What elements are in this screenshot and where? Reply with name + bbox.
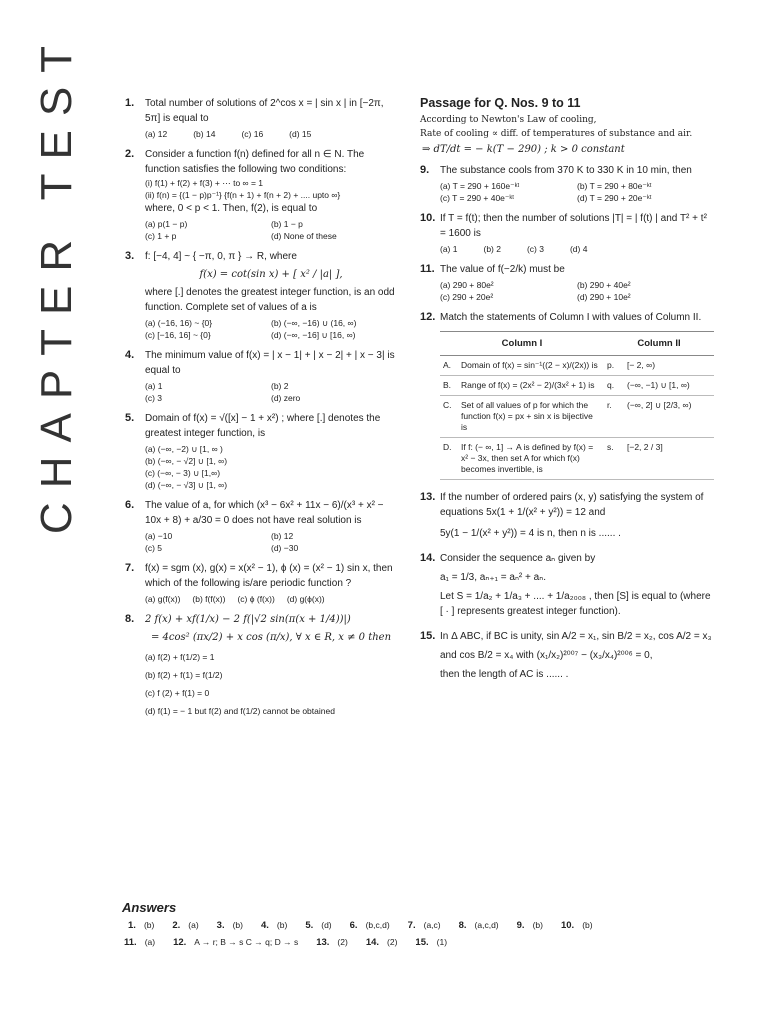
question-text: The value of a, for which (x³ − 6x² + 11x − 6)/(x³ + x² − 10x + 8) + a/30 = 0 does not have real solution is [145,500,384,526]
option-c: (c) 3 [526,244,544,254]
options [145,530,397,554]
option-value: (−∞, −1) ∪ [1, ∞) [624,376,714,396]
passage [420,96,714,155]
question-text-2: 5y(1 − 1/(x² + y²)) = 4 is n, then n is ...... . [440,528,621,539]
option-d: (d) −30 [271,543,299,553]
options [440,180,714,204]
question-12: 12. Match the statements of Column I with values of Column II. Column I Column II A. Domain of f(x) = sin⁻¹((2 − x)/(2x)) is p. [− 2, ∞) B. Range of f(x) = (2x² − 2)/(3x² + 1) is q. (−∞, −1) ∪ [1, ∞) C. Set of all values of p for which the function f(x) = px + sin x is bijective is r. (−∞, 2] ∪ [2/3, ∞) D. If f: (− ∞, 1] → A is defined by f(x) = x² − 3x, then set A for which f(x) becomes invertible, is s. [−2, 2 / 3] [420,310,714,480]
answer-item: 13. (2) [316,937,348,948]
answer-item: 3. (b) [216,920,243,931]
option-a: (a) f(2) + f(1/2) = 1 [145,652,215,662]
option-c: (c) 5 [145,543,162,553]
question-text: Total number of solutions of 2^cos x = | sin x | in [−2π, 5π] is equal to [145,98,384,124]
option-b: (b) 12 [271,531,294,541]
column-2-header: Column II [604,332,714,356]
option-b: (b) (−∞, −16) ∪ (16, ∞) [271,318,357,328]
option-a: (a) 1 [145,381,163,391]
question-text-3: Let S = 1/a₂ + 1/a₃ + .... + 1/a₂₀₀₈ , then [S] is equal to (where [ · ] represents greatest integer function). [440,591,711,617]
answer-item: 2. (a) [172,920,199,931]
option-a: (a) (−∞, −2) ∪ [1, ∞ ) [145,444,223,454]
answer-item: 4. (b) [260,920,288,931]
question-3: 3. f: [−4, 4] ~ { −π, 0, π } → R, where f(x) = cot(sin x) + [ x² / |a| ], where [.] denotes the greatest integer function, is an odd function. Complete set of values of a is (a) (−16, 16) ~ {0} (b) (−∞, −16) ∪ (16, ∞) (c) [−16, 16] ~ {0} (d) (−∞, −16] ∪ [16, ∞) [125,249,397,341]
option-c: (c) 290 + 20e² [440,292,494,302]
option-label: q. [604,376,624,396]
question-text-2: where [.] denotes the greatest integer function, is an odd function. Complete set of values of a is [145,287,395,313]
statement: Set of all values of p for which the function f(x) = px + sin x is bijective is [458,396,604,438]
passage-line-1: According to Newton's Law of cooling, [420,115,597,125]
option-b: (b) 2 [271,381,289,391]
question-2: 2. Consider a function f(n) defined for all n ∈ N. The function satisfies the following two conditions: (i) f(1) + f(2) + f(3) + ⋯ to ∞ = 1 (ii) f(n) = {(1 − p)p⁻¹} {f(n + 1) + f(n + 2) + .... upto ∞} where, 0 < p < 1. Then, f(2), is equal to (a) p(1 − p) (b) 1 − p (c) 1 + p (d) None of these [125,147,397,242]
question-1: 1. Total number of solutions of 2^cos x = | sin x | in [−2π, 5π] is equal to (a) 12 (b) 14 (c) 16 (d) 15 [125,96,397,140]
question-text-2: and cos B/2 = x₄ with (x₁/x₂)²⁰⁰⁷ − (x₃/x₄)²⁰⁰⁶ = 0, [440,650,653,661]
question-text: Consider the sequence aₙ given by [440,553,596,564]
option-d: (d) g(ϕ(x)) [286,594,325,604]
option-a: (a) p(1 − p) [145,219,188,229]
answer-item: 6. (b,c,d) [349,920,390,931]
passage-formula: ⇒ dT/dt = − k(T − 290) ; k > 0 constant [422,144,625,155]
statement: Domain of f(x) = sin⁻¹((2 − x)/(2x)) is [458,356,604,376]
option-b: (b) 290 + 40e² [577,280,631,290]
option-d: (d) T = 290 + 20e⁻ᵏᵗ [577,193,652,203]
option-c: (c) [−16, 16] ~ {0} [145,330,211,340]
option-d: (d) 4 [569,244,588,254]
option-b: (b) f(f(x)) [192,594,226,604]
option-c: (c) 3 [145,393,162,403]
option-b: (b) 2 [483,244,501,254]
answer-item: 10. (b) [560,920,593,931]
question-4: 4. The minimum value of f(x) = | x − 1| + | x − 2| + | x − 3| is equal to (a) 1 (b) 2 (c) 3 (d) zero [125,348,397,404]
question-text: If the number of ordered pairs (x, y) satisfying the system of equations 5x(1 + 1/(x² + y²)) = 12 and [440,492,704,518]
table-row [440,356,714,376]
match-table [440,331,714,480]
formula: f(x) = cot(sin x) + [ x² / |a| ], [199,269,343,280]
table-row [440,438,714,480]
option-value: [− 2, ∞) [624,356,714,376]
answers-title: Answers [122,900,177,915]
options [145,648,397,720]
option-b: (b) 1 − p [271,219,303,229]
options [145,128,397,140]
passage-title: Passage for Q. Nos. 9 to 11 [420,96,581,110]
left-column [125,96,397,727]
option-d: (d) None of these [271,231,337,241]
option-c: (c) 1 + p [145,231,177,241]
question-text: f(x) = sgm (x), g(x) = x(x² − 1), ϕ (x) = (x² − 1) sin x, then which of the following is/are periodic function ? [145,563,393,589]
statement: If f: (− ∞, 1] → A is defined by f(x) = x² − 3x, then set A for which f(x) becomes invertible, is [458,438,604,480]
question-text-2: where, 0 < p < 1. Then, f(2), is equal to [145,203,318,214]
question-text-2: a₁ = 1/3, aₙ₊₁ = aₙ² + aₙ. [440,572,546,583]
question-15: 15. In Δ ABC, if BC is unity, sin A/2 = x₁, sin B/2 = x₂, cos A/2 = x₃ and cos B/2 = x₄ with (x₁/x₂)²⁰⁰⁷ − (x₃/x₄)²⁰⁰⁶ = 0, then the length of AC is ...... . [420,629,714,682]
passage-line-2: Rate of cooling ∝ diff. of temperatures of substance and air. [420,129,693,139]
answer-item: 12. A → r; B → s C → q; D → s [173,937,299,948]
option-d: (d) 290 + 10e² [577,292,631,302]
answer-item: 15. (1) [415,937,448,948]
column-1-header: Column I [440,332,604,356]
chapter-test-vertical-title: CHAPTER TEST [32,31,81,535]
question-7: 7. f(x) = sgm (x), g(x) = x(x² − 1), ϕ (x) = (x² − 1) sin x, then which of the following is/are periodic function ? (a) g(f(x)) (b) f(f(x)) (c) ϕ (f(x)) (d) g(ϕ(x)) [125,561,397,605]
option-c: (c) (−∞, − 3) ∪ [1,∞) [145,468,221,478]
question-text: The value of f(−2/k) must be [440,264,565,275]
question-8: 8. 2 f(x) + xf(1/x) − 2 f(|√2 sin(π(x + 1/4))|) = 4cos² (πx/2) + x cos (π/x), ∀ x ∈ R, x ≠ 0 then (a) f(2) + f(1/2) = 1 (b) f(2) + f(1) = f(1/2) (c) f (2) + f(1) = 0 (d) f(1) = − 1 but f(2) and f(1/2) cannot be obtained [125,612,397,720]
row-label: B. [440,376,458,396]
option-label: s. [604,438,624,480]
option-value: (−∞, 2] ∪ [2/3, ∞) [624,396,714,438]
option-c: (c) 16 [241,129,264,139]
option-b: (b) T = 290 + 80e⁻ᵏᵗ [577,181,652,191]
question-11: 11. The value of f(−2/k) must be (a) 290 + 80e² (b) 290 + 40e² (c) 290 + 20e² (d) 290 + 10e² [420,262,714,303]
question-13: 13. If the number of ordered pairs (x, y) satisfying the system of equations 5x(1 + 1/(x² + y²)) = 12 and 5y(1 − 1/(x² + y²)) = 4 is n, then n is ...... . [420,490,714,541]
options [145,218,397,242]
option-label: p. [604,356,624,376]
option-c: (c) ϕ (f(x)) [237,594,275,604]
answer-item: 1. (b) [128,920,155,931]
option-d: (d) 15 [289,129,312,139]
option-b: (b) f(2) + f(1) = f(1/2) [145,670,223,680]
row-label: D. [440,438,458,480]
statement: Range of f(x) = (2x² − 2)/(3x² + 1) is [458,376,604,396]
option-d: (d) (−∞, − √3] ∪ [1, ∞) [145,480,228,490]
option-a: (a) −10 [145,531,173,541]
question-text: Consider a function f(n) defined for all n ∈ N. The function satisfies the following two conditions: [145,149,365,175]
answer-item: 7. (a,c) [407,920,441,931]
condition-1: (i) f(1) + f(2) + f(3) + ⋯ to ∞ = 1 [145,178,264,188]
formula-2: = 4cos² (πx/2) + x cos (π/x), ∀ x ∈ R, x ≠ 0 then [150,632,392,643]
options [145,380,397,404]
table-row [440,396,714,438]
question-text: In Δ ABC, if BC is unity, sin A/2 = x₁, sin B/2 = x₂, cos A/2 = x₃ [440,631,712,642]
question-text: The substance cools from 370 K to 330 K in 10 min, then [440,165,692,176]
question-6: 6. The value of a, for which (x³ − 6x² + 11x − 6)/(x³ + x² − 10x + 8) + a/30 = 0 does not have real solution is (a) −10 (b) 12 (c) 5 (d) −30 [125,498,397,554]
options [440,243,714,255]
answers-row-2 [124,937,465,948]
options [145,317,397,341]
options [145,593,397,605]
answer-item: 14. (2) [365,937,398,948]
row-label: A. [440,356,458,376]
table-row [440,376,714,396]
row-label: C. [440,396,458,438]
option-a: (a) (−16, 16) ~ {0} [145,318,213,328]
question-text: The minimum value of f(x) = | x − 1| + | x − 2| + | x − 3| is equal to [145,350,395,376]
option-value: [−2, 2 / 3] [624,438,714,480]
formula: 2 f(x) + xf(1/x) − 2 f(|√2 sin(π(x + 1/4))|) [145,614,351,625]
option-c: (c) f (2) + f(1) = 0 [145,688,210,698]
question-9: 9. The substance cools from 370 K to 330 K in 10 min, then (a) T = 290 + 160e⁻ᵏᵗ (b) T = 290 + 80e⁻ᵏᵗ (c) T = 290 + 40e⁻ᵏᵗ (d) T = 290 + 20e⁻ᵏᵗ [420,163,714,204]
option-d: (d) f(1) = − 1 but f(2) and f(1/2) cannot be obtained [145,706,335,716]
question-text-3: then the length of AC is ...... . [440,669,569,680]
condition-2: (ii) f(n) = {(1 − p)p⁻¹} {f(n + 1) + f(n + 2) + .... upto ∞} [145,190,341,200]
options [145,443,397,491]
question-10: 10. If T = f(t); then the number of solutions |T| = | f(t) | and T² + t² = 1600 is (a) 1 (b) 2 (c) 3 (d) 4 [420,211,714,255]
question-5: 5. Domain of f(x) = √([x] − 1 + x²) ; where [.] denotes the greatest integer function, is (a) (−∞, −2) ∪ [1, ∞ ) (b) (−∞, − √2] ∪ [1, ∞) (c) (−∞, − 3) ∪ [1,∞) (d) (−∞, − √3] ∪ [1, ∞) [125,411,397,491]
answers-row-1 [128,920,611,931]
answer-item: 11. (a) [124,937,156,948]
question-text: Domain of f(x) = √([x] − 1 + x²) ; where [.] denotes the greatest integer function, is [145,413,381,439]
options [440,279,714,303]
question-text: If T = f(t); then the number of solutions |T| = | f(t) | and T² + t² = 1600 is [440,213,707,239]
option-c: (c) T = 290 + 40e⁻ᵏᵗ [440,193,515,203]
option-b: (b) (−∞, − √2] ∪ [1, ∞) [145,456,228,466]
option-a: (a) T = 290 + 160e⁻ᵏᵗ [440,181,520,191]
right-column [420,96,714,689]
question-text: Match the statements of Column I with values of Column II. [440,312,702,323]
option-b: (b) 14 [193,129,216,139]
option-a: (a) 290 + 80e² [440,280,494,290]
question-14: 14. Consider the sequence aₙ given by a₁ = 1/3, aₙ₊₁ = aₙ² + aₙ. Let S = 1/a₂ + 1/a₃ + .... + 1/a₂₀₀₈ , then [S] is equal to (where [ · ] represents greatest integer function). [420,551,714,619]
answer-item: 8. (a,c,d) [458,920,499,931]
answer-item: 5. (d) [305,920,332,931]
option-a: (a) 1 [440,244,458,254]
question-text: f: [−4, 4] ~ { −π, 0, π } → R, where [145,251,297,262]
option-d: (d) zero [271,393,301,403]
option-a: (a) 12 [145,129,168,139]
option-label: r. [604,396,624,438]
option-a: (a) g(f(x)) [145,594,181,604]
answer-item: 9. (b) [516,920,543,931]
option-d: (d) (−∞, −16] ∪ [16, ∞) [271,330,356,340]
